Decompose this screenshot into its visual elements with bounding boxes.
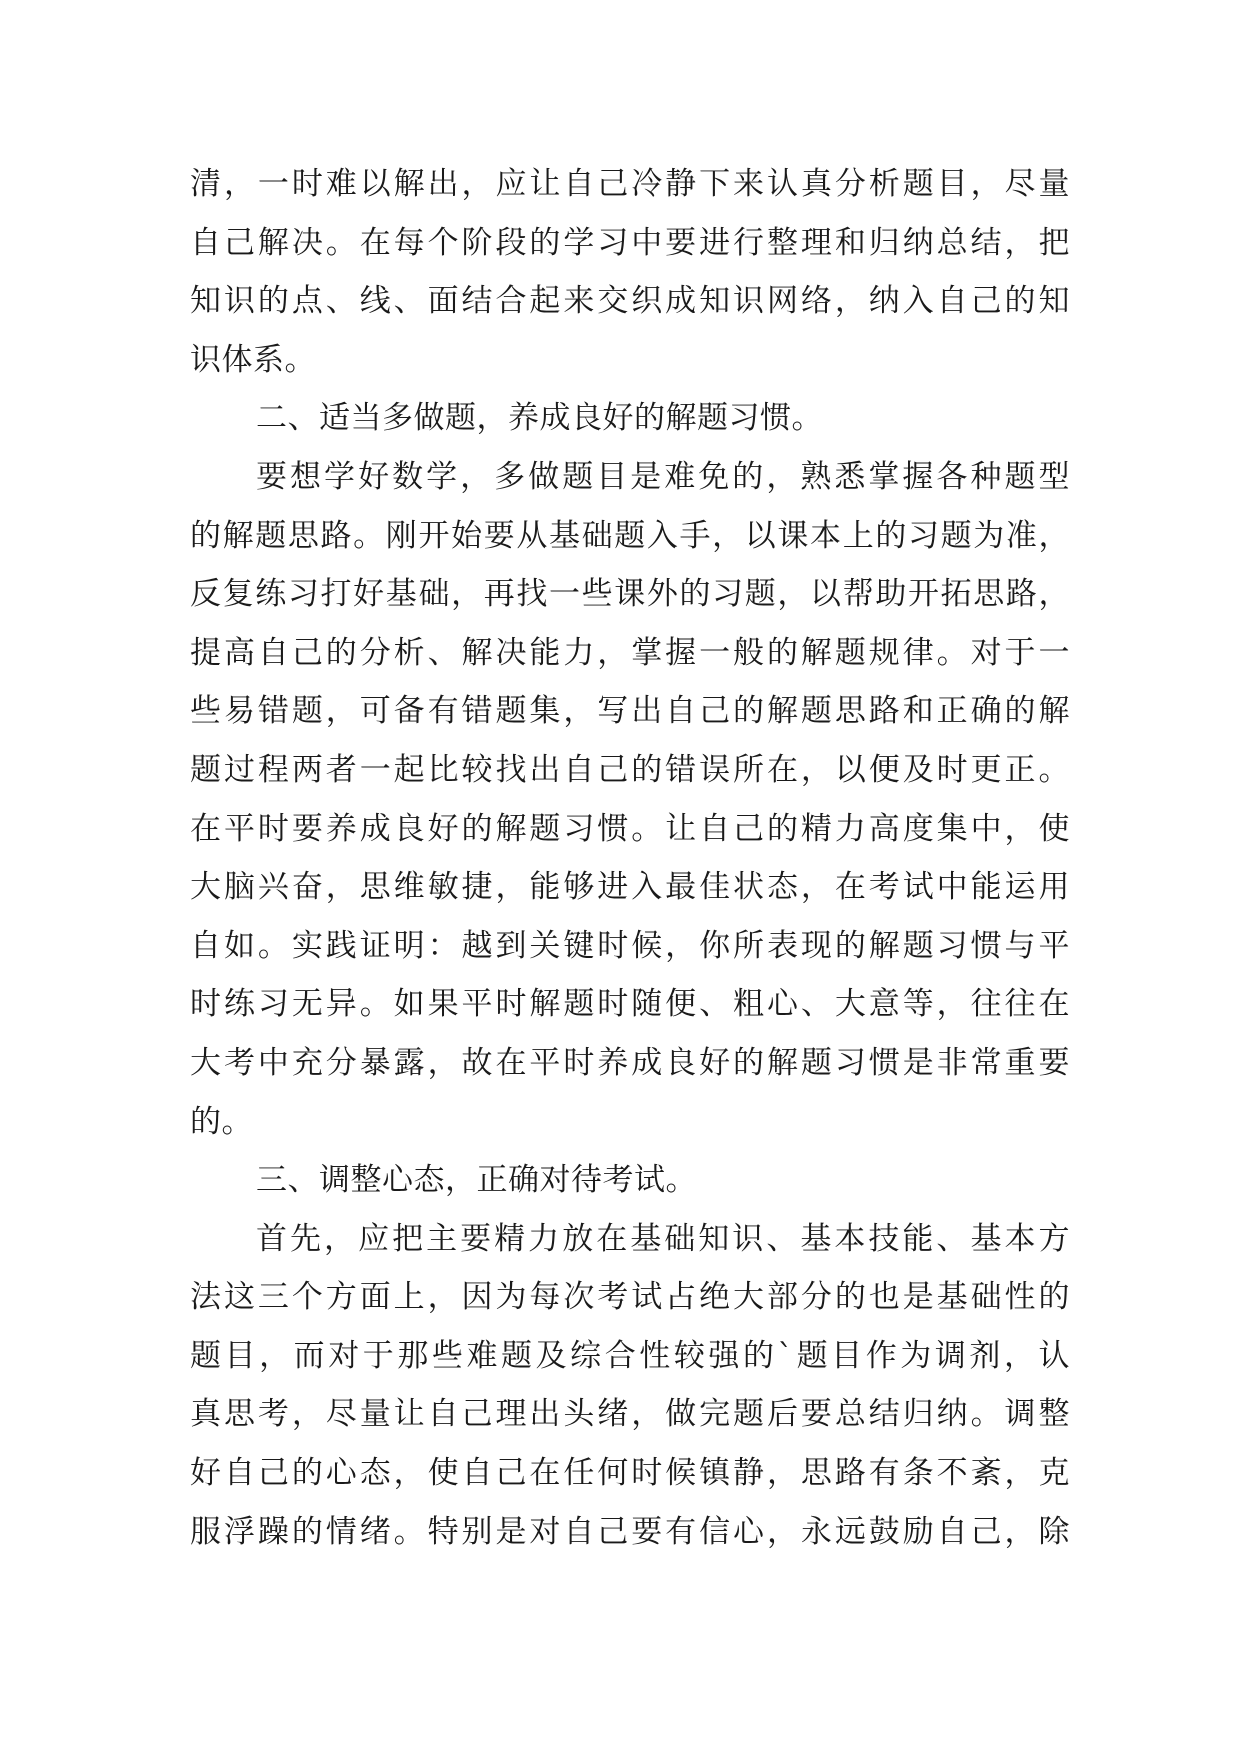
text-line: 首先，应把主要精力放在基础知识、基本技能、基本方	[256, 1220, 1070, 1257]
text-line: 要想学好数学，多做题目是难免的，熟悉掌握各种题型	[256, 458, 1070, 495]
text-line: 自如。实践证明：越到关键时候，你所表现的解题习惯与平	[190, 927, 1070, 964]
text-line: 反复练习打好基础，再找一些课外的习题，以帮助开拓思路，	[190, 576, 1070, 613]
text-line: 法这三个方面上，因为每次考试占绝大部分的也是基础性的	[190, 1279, 1070, 1316]
text-line: 自己解决。在每个阶段的学习中要进行整理和归纳总结，把	[190, 224, 1070, 261]
text-line: 题目，而对于那些难题及综合性较强的`题目作为调剂，认	[190, 1337, 1070, 1374]
text-line: 知识的点、线、面结合起来交织成知识网络，纳入自己的知	[190, 283, 1070, 320]
text-line: 在平时要养成良好的解题习惯。让自己的精力高度集中，使	[190, 810, 1070, 847]
text-line: 题过程两者一起比较找出自己的错误所在，以便及时更正。	[190, 751, 1070, 788]
text-line: 服浮躁的情绪。特别是对自己要有信心，永远鼓励自己，除	[190, 1513, 1070, 1550]
text-line: 时练习无异。如果平时解题时随便、粗心、大意等，往往在	[190, 986, 1070, 1023]
text-line: 清，一时难以解出，应让自己冷静下来认真分析题目，尽量	[190, 166, 1070, 202]
text-line: 些易错题，可备有错题集，写出自己的解题思路和正确的解	[190, 693, 1070, 730]
text-line: 提高自己的分析、解决能力，掌握一般的解题规律。对于一	[190, 634, 1070, 671]
section-heading: 三、调整心态，正确对待考试。	[256, 1162, 697, 1199]
text-line: 好自己的心态，使自己在任何时候镇静，思路有条不紊，克	[190, 1455, 1070, 1492]
document-body	[190, 155, 1070, 1561]
text-line: 识体系。	[190, 341, 316, 378]
text-line: 大考中充分暴露，故在平时养成良好的解题习惯是非常重要	[190, 1044, 1070, 1081]
text-line: 的解题思路。刚开始要从基础题入手，以课本上的习题为准，	[190, 517, 1070, 554]
section-heading: 二、适当多做题，养成良好的解题习惯。	[256, 400, 823, 437]
text-line: 大脑兴奋，思维敏捷，能够进入最佳状态，在考试中能运用	[190, 869, 1070, 906]
text-line: 真思考，尽量让自己理出头绪，做完题后要总结归纳。调整	[190, 1396, 1070, 1433]
text-line: 的。	[190, 1103, 253, 1140]
